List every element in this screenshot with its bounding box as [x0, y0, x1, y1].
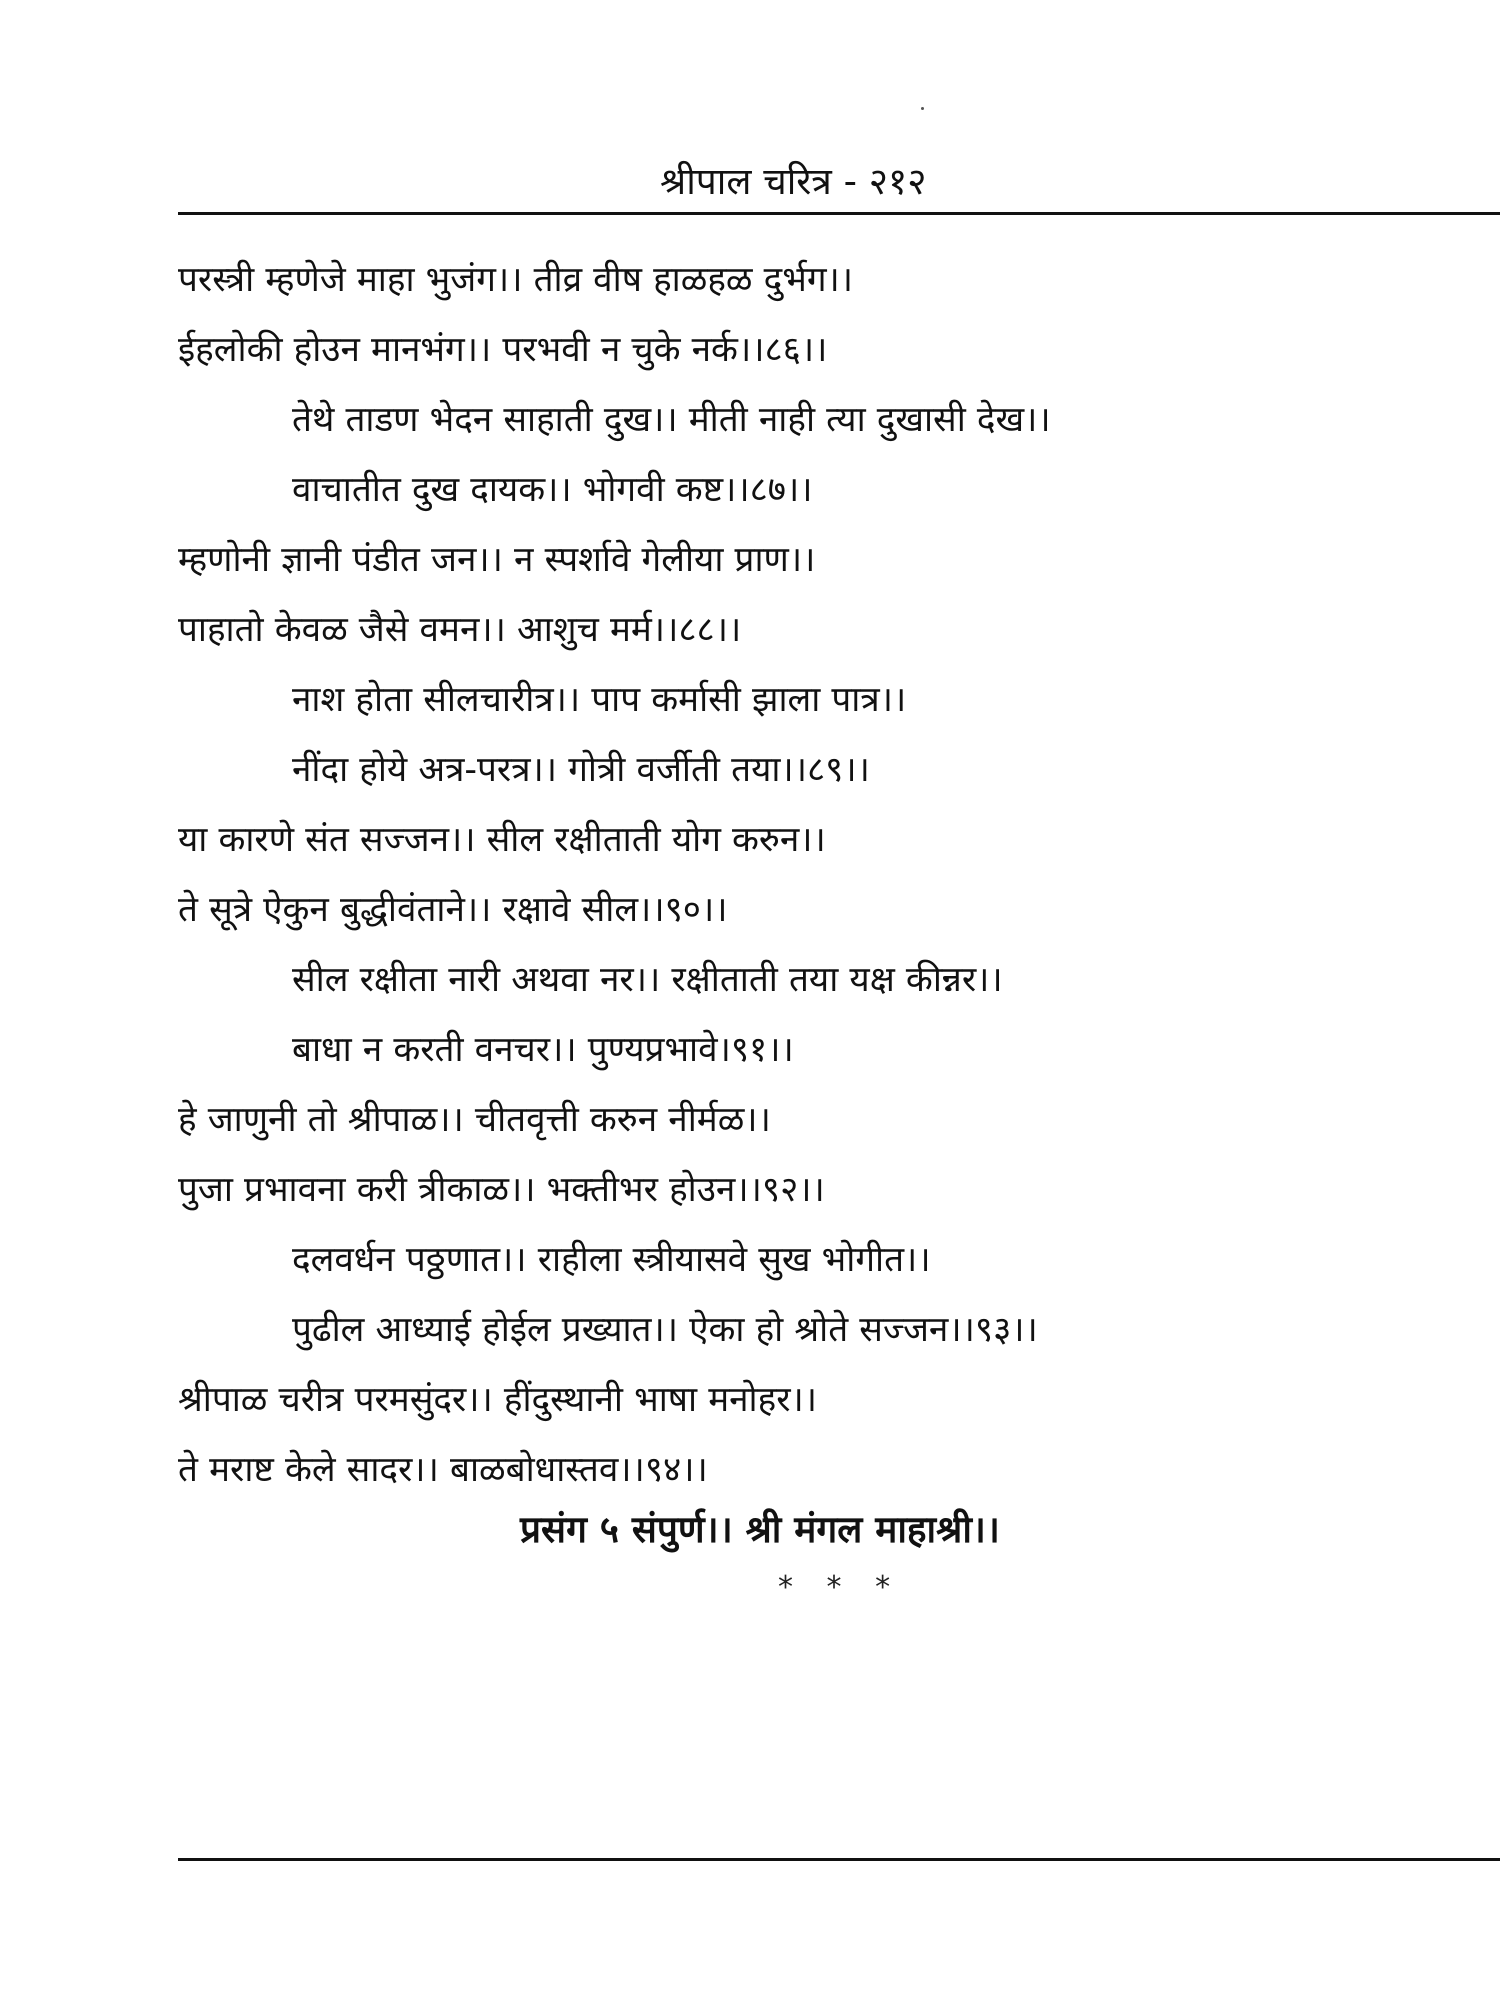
verse-line: परस्त्री म्हणेजे माहा भुजंग।। तीव्र वीष हाळहळ दुर्भग।। — [178, 260, 854, 300]
verse-line: ते मराष्ट केले सादर।। बाळबोधास्तव।।९४।। — [178, 1450, 708, 1490]
chapter-colophon: प्रसंग ५ संपुर्ण।। श्री मंगल माहाश्री।। — [520, 1508, 1000, 1551]
verse-line: तेथे ताडण भेदन साहाती दुख।। मीती नाही त्या दुखासी देख।। — [292, 400, 1051, 440]
verse-line: पुजा प्रभावना करी त्रीकाळ।। भक्तीभर होउन।।९२।। — [178, 1170, 825, 1210]
verse-line: दलवर्धन पठ्ठणात।। राहीला स्त्रीयासवे सुख भोगीत।। — [292, 1240, 931, 1280]
verse-line: म्हणोनी ज्ञानी पंडीत जन।। न स्पर्शावे गेलीया प्राण।। — [178, 540, 816, 580]
section-ornament: * * * — [778, 1570, 903, 1605]
verse-line: पुढील आध्याई होईल प्रख्यात।। ऐका हो श्रोते सज्जन।।९३।। — [292, 1310, 1038, 1350]
verse-line: या कारणे संत सज्जन।। सील रक्षीताती योग करुन।। — [178, 820, 826, 860]
verse-line: सील रक्षीता नारी अथवा नर।। रक्षीताती तया यक्ष कीन्नर।। — [292, 960, 1003, 1000]
header-rule — [178, 212, 1500, 215]
verse-line: ते सूत्रे ऐकुन बुद्धीवंताने।। रक्षावे सील।।९०।। — [178, 890, 728, 930]
running-header: श्रीपाल चरित्र - २१२ — [660, 160, 927, 203]
verse-line: वाचातीत दुख दायक।। भोगवी कष्ट।।८७।। — [292, 470, 813, 510]
verse-line: नाश होता सीलचारीत्र।। पाप कर्मासी झाला पात्र।। — [292, 680, 907, 720]
verse-line: नींदा होये अत्र-परत्र।। गोत्री वर्जीती तया।।८९।। — [292, 750, 870, 790]
footer-rule — [178, 1858, 1500, 1861]
verse-line: बाधा न करती वनचर।। पुण्यप्रभावे।९१।। — [292, 1030, 794, 1070]
verse-line: ईहलोकी होउन मानभंग।। परभवी न चुके नर्क।।८६।। — [178, 330, 828, 370]
verse-line: श्रीपाळ चरीत्र परमसुंदर।। हींदुस्थानी भाषा मनोहर।। — [178, 1380, 818, 1420]
print-speck — [921, 107, 924, 110]
verse-list — [178, 245, 1478, 1505]
verse-line: पाहातो केवळ जैसे वमन।। आशुच मर्म।।८८।। — [178, 610, 742, 650]
verse-line: हे जाणुनी तो श्रीपाळ।। चीतवृत्ती करुन नीर्मळ।। — [178, 1100, 771, 1140]
